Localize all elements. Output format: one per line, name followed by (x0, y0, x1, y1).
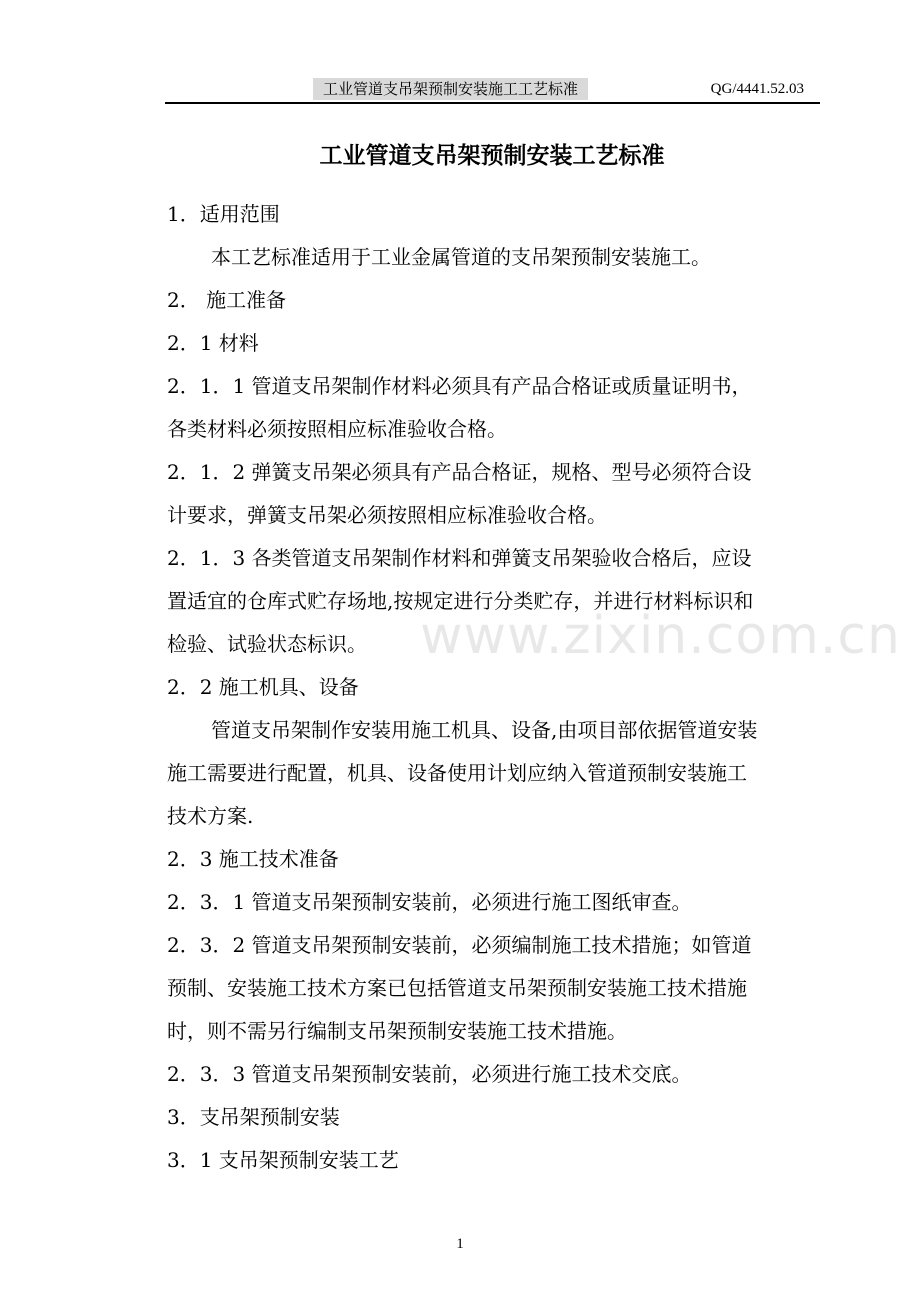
body-line: 2．1．3 各类管道支吊架制作材料和弹簧支吊架验收合格后，应设 (167, 546, 752, 570)
document-body (167, 193, 819, 1182)
body-paragraph: 本工艺标准适用于工业金属管道的支吊架预制安装施工。 (211, 245, 711, 269)
header-standard-code: QG/4441.52.03 (710, 81, 804, 97)
page-header (165, 76, 820, 104)
watermark: www.zixin.com.cn (420, 606, 901, 666)
subsection-heading: 2．3 施工技术准备 (167, 847, 339, 871)
body-line: 时，则不需另行编制支吊架预制安装施工技术措施。 (167, 1019, 627, 1043)
body-line: 2．3．1 管道支吊架预制安装前，必须进行施工图纸审查。 (167, 890, 692, 914)
section-heading: 2． 施工准备 (167, 288, 287, 312)
section-heading: 1．适用范围 (167, 202, 280, 226)
subsection-heading: 3．1 支吊架预制安装工艺 (167, 1148, 399, 1172)
body-line: 管道支吊架制作安装用施工机具、设备,由项目部依据管道安装 (211, 718, 758, 742)
body-line: 施工需要进行配置，机具、设备使用计划应纳入管道预制安装施工 (167, 761, 747, 785)
body-line: 预制、安装施工技术方案已包括管道支吊架预制安装施工技术措施 (167, 976, 747, 1000)
body-line: 检验、试验状态标识。 (167, 632, 367, 656)
body-line: 计要求，弹簧支吊架必须按照相应标准验收合格。 (167, 503, 607, 527)
body-line: 置适宜的仓库式贮存场地,按规定进行分类贮存，并进行材料标识和 (167, 589, 754, 613)
section-heading: 3．支吊架预制安装 (167, 1105, 340, 1129)
body-line: 2．3．3 管道支吊架预制安装前，必须进行施工技术交底。 (167, 1062, 692, 1086)
document-title: 工业管道支吊架预制安装工艺标准 (319, 143, 665, 169)
subsection-heading: 2．1 材料 (167, 331, 259, 355)
body-line: 2．1．1 管道支吊架制作材料必须具有产品合格证或质量证明书， (167, 374, 752, 398)
body-line: 各类材料必须按照相应标准验收合格。 (167, 417, 507, 441)
body-line: 2．1．2 弹簧支吊架必须具有产品合格证，规格、型号必须符合设 (167, 460, 752, 484)
body-line: 2．3．2 管道支吊架预制安装前，必须编制施工技术措施；如管道 (167, 933, 752, 957)
subsection-heading: 2．2 施工机具、设备 (167, 675, 359, 699)
header-title: 工业管道支吊架预制安装施工工艺标准 (313, 78, 588, 100)
body-line: 技术方案. (167, 804, 254, 828)
page-number: 1 (456, 1236, 464, 1252)
